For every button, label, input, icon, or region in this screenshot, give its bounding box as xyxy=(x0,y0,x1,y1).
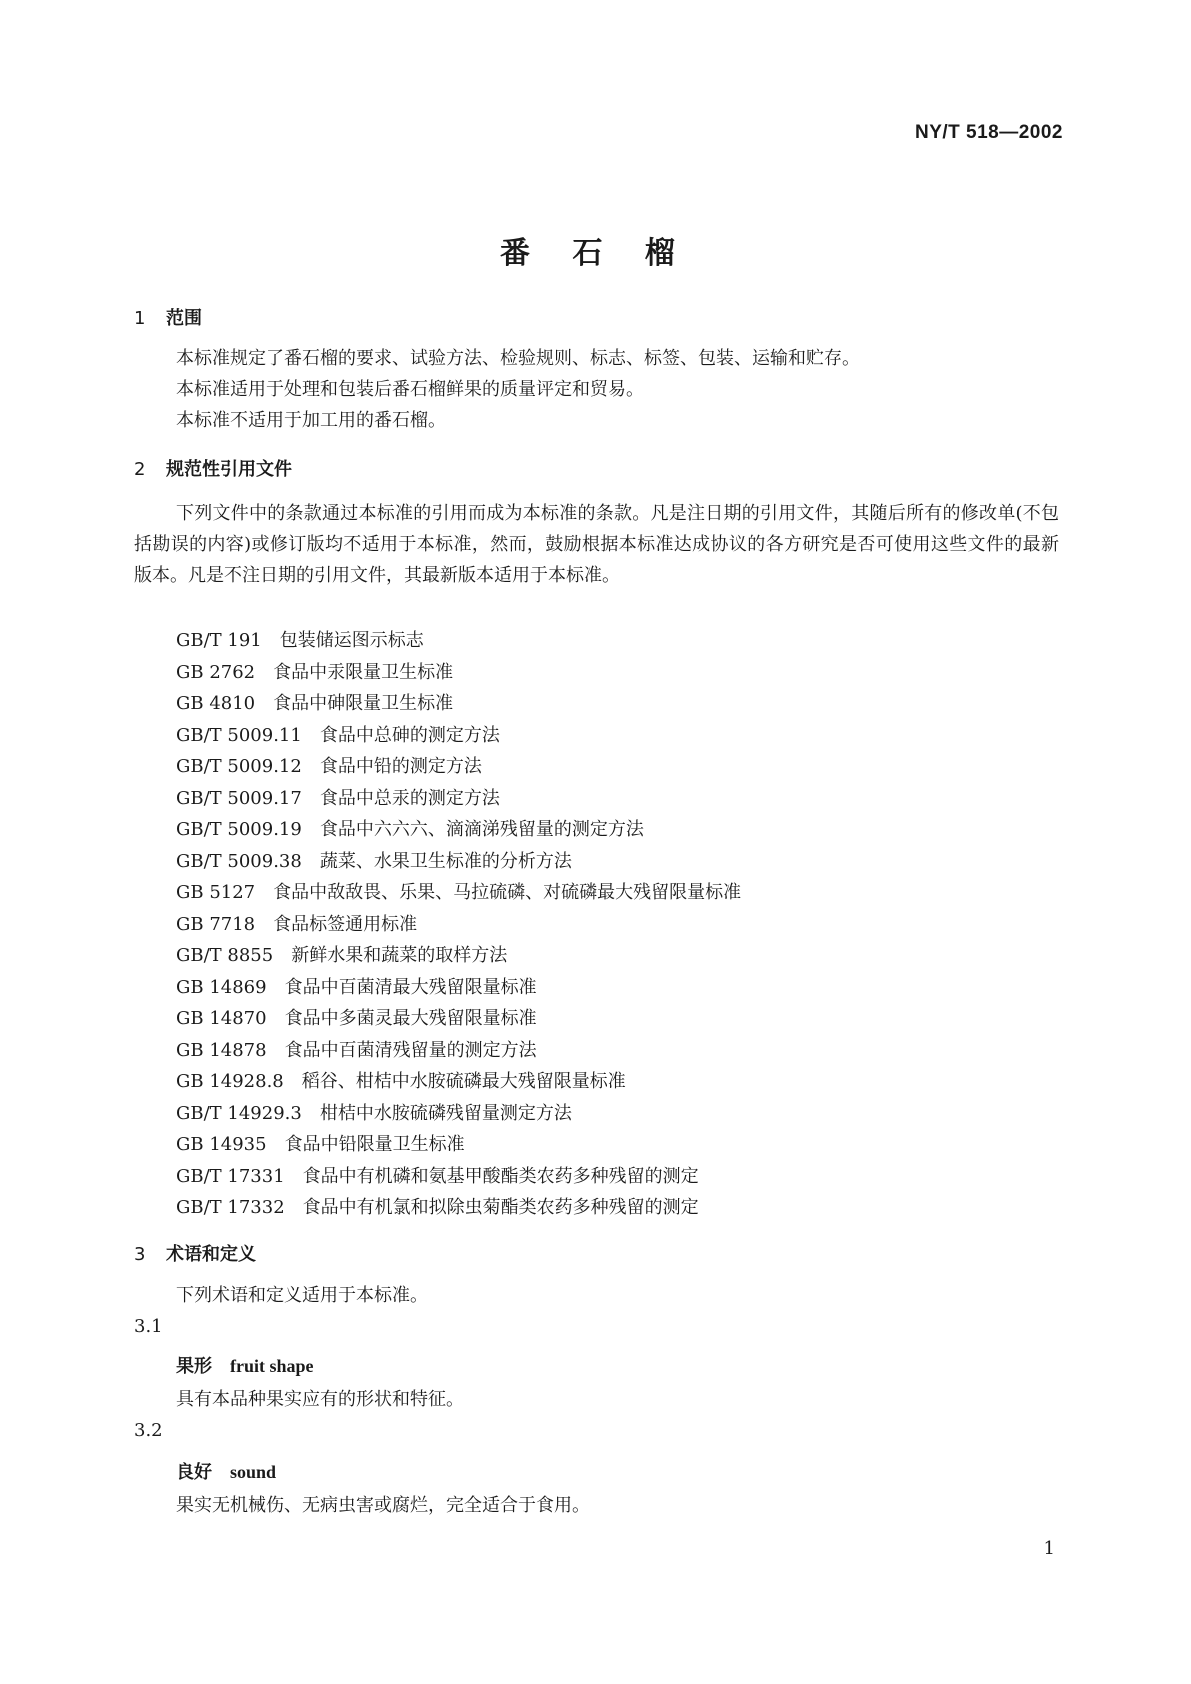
reference-code: GB/T 17332 xyxy=(176,1197,285,1218)
reference-code: GB 14935 xyxy=(176,1134,267,1155)
reference-code: GB/T 5009.19 xyxy=(176,819,302,840)
section-number: 2 xyxy=(134,459,146,480)
reference-code: GB/T 5009.38 xyxy=(176,850,302,872)
term-name-en: fruit shape xyxy=(230,1356,314,1376)
section-2-heading xyxy=(134,455,292,481)
reference-code: GB 14870 xyxy=(176,1008,267,1029)
reference-item xyxy=(176,815,741,847)
reference-name: 新鲜水果和蔬菜的取样方法 xyxy=(291,945,508,966)
reference-item xyxy=(176,752,741,784)
reference-name: 食品中有机氯和拟除虫菊酯类农药多种残留的测定 xyxy=(302,1197,699,1218)
reference-item xyxy=(176,1067,741,1099)
term-heading xyxy=(176,1352,314,1378)
reference-item xyxy=(176,689,741,721)
term-definition: 果实无机械伤、无病虫害或腐烂，完全适合于食用。 xyxy=(176,1495,590,1516)
reference-item xyxy=(176,1193,741,1225)
term-name-zh: 良好 xyxy=(176,1462,212,1483)
section-title: 规范性引用文件 xyxy=(166,459,292,480)
reference-code: GB/T 14929.3 xyxy=(176,1102,302,1124)
reference-name: 食品标签通用标准 xyxy=(273,913,418,935)
reference-name: 食品中敌敌畏、乐果、马拉硫磷、对硫磷最大残留限量标准 xyxy=(273,882,742,903)
scope-paragraph-3: 本标准不适用于加工用的番石榴。 xyxy=(176,410,446,431)
reference-name: 食品中总汞的测定方法 xyxy=(319,787,500,809)
reference-item xyxy=(176,878,741,910)
reference-code: GB 4810 xyxy=(176,693,256,714)
section-title: 术语和定义 xyxy=(166,1244,256,1265)
term-heading xyxy=(176,1458,276,1484)
section-3-heading xyxy=(134,1240,256,1266)
reference-item xyxy=(176,721,741,753)
reference-code: GB/T 8855 xyxy=(176,945,274,966)
reference-code: GB 2762 xyxy=(176,661,256,683)
section-number: 3 xyxy=(134,1244,146,1265)
term-definition: 具有本品种果实应有的形状和特征。 xyxy=(176,1389,464,1410)
reference-code: GB 7718 xyxy=(176,913,256,935)
reference-code: GB/T 17331 xyxy=(176,1165,285,1187)
reference-item xyxy=(176,1099,741,1131)
reference-name: 包装储运图示标志 xyxy=(279,630,424,651)
reference-code: GB/T 5009.11 xyxy=(176,724,302,746)
reference-code: GB 14878 xyxy=(176,1039,267,1061)
reference-name: 食品中汞限量卫生标准 xyxy=(273,661,454,683)
document-title: 番 石 榴 xyxy=(500,236,691,271)
reference-name: 食品中六六六、滴滴涕残留量的测定方法 xyxy=(319,819,644,840)
reference-item xyxy=(176,1036,741,1068)
reference-item xyxy=(176,626,741,658)
reference-item xyxy=(176,658,741,690)
reference-code: GB/T 191 xyxy=(176,630,262,651)
reference-code: GB 5127 xyxy=(176,882,256,903)
reference-list xyxy=(176,626,741,1225)
reference-item xyxy=(176,941,741,973)
reference-name: 食品中铅限量卫生标准 xyxy=(284,1134,465,1155)
reference-item xyxy=(176,1130,741,1162)
reference-name: 食品中百菌清最大残留限量标准 xyxy=(284,976,537,998)
reference-code: GB 14869 xyxy=(176,976,267,998)
standard-code: NY/T 518—2002 xyxy=(914,122,1063,143)
reference-name: 食品中有机磷和氨基甲酸酯类农药多种残留的测定 xyxy=(302,1165,699,1187)
reference-code: GB/T 5009.12 xyxy=(176,756,302,777)
section-1-heading xyxy=(134,304,202,330)
reference-code: GB/T 5009.17 xyxy=(176,787,302,809)
reference-name: 食品中多菌灵最大残留限量标准 xyxy=(284,1008,537,1029)
reference-name: 食品中总砷的测定方法 xyxy=(319,724,500,746)
reference-name: 食品中铅的测定方法 xyxy=(319,756,482,777)
reference-item xyxy=(176,847,741,879)
section-title: 范围 xyxy=(166,308,202,329)
clause-number: 3.2 xyxy=(134,1420,163,1441)
reference-item xyxy=(176,1004,741,1036)
reference-name: 蔬菜、水果卫生标准的分析方法 xyxy=(319,850,572,872)
reference-item xyxy=(176,973,741,1005)
references-intro: 下列文件中的条款通过本标准的引用而成为本标准的条款。凡是注日期的引用文件，其随后所有的修改单(不包括勘误的内容)或修订版均不适用于本标准，然而，鼓励根据本标准达成协议的各方研究是否可使用这些文件的最新版本。凡是不注日期的引用文件，其最新版本适用于本标准。 xyxy=(134,503,1059,586)
section-number: 1 xyxy=(134,308,146,329)
reference-name: 食品中砷限量卫生标准 xyxy=(273,693,454,714)
scope-paragraph-2: 本标准适用于处理和包装后番石榴鲜果的质量评定和贸易。 xyxy=(176,379,644,400)
term-name-zh: 果形 xyxy=(176,1356,212,1377)
reference-code: GB 14928.8 xyxy=(176,1071,284,1092)
scope-paragraph-1: 本标准规定了番石榴的要求、试验方法、检验规则、标志、标签、包装、运输和贮存。 xyxy=(176,348,860,369)
reference-name: 稻谷、柑桔中水胺硫磷最大残留限量标准 xyxy=(301,1071,626,1092)
clause-number: 3.1 xyxy=(134,1316,163,1337)
term-name-en: sound xyxy=(230,1462,277,1482)
reference-name: 柑桔中水胺硫磷残留量测定方法 xyxy=(319,1102,572,1124)
page-number: 1 xyxy=(1043,1538,1055,1559)
reference-item xyxy=(176,1162,741,1194)
terms-intro: 下列术语和定义适用于本标准。 xyxy=(176,1285,428,1306)
reference-name: 食品中百菌清残留量的测定方法 xyxy=(284,1039,537,1061)
reference-item xyxy=(176,784,741,816)
reference-item xyxy=(176,910,741,942)
